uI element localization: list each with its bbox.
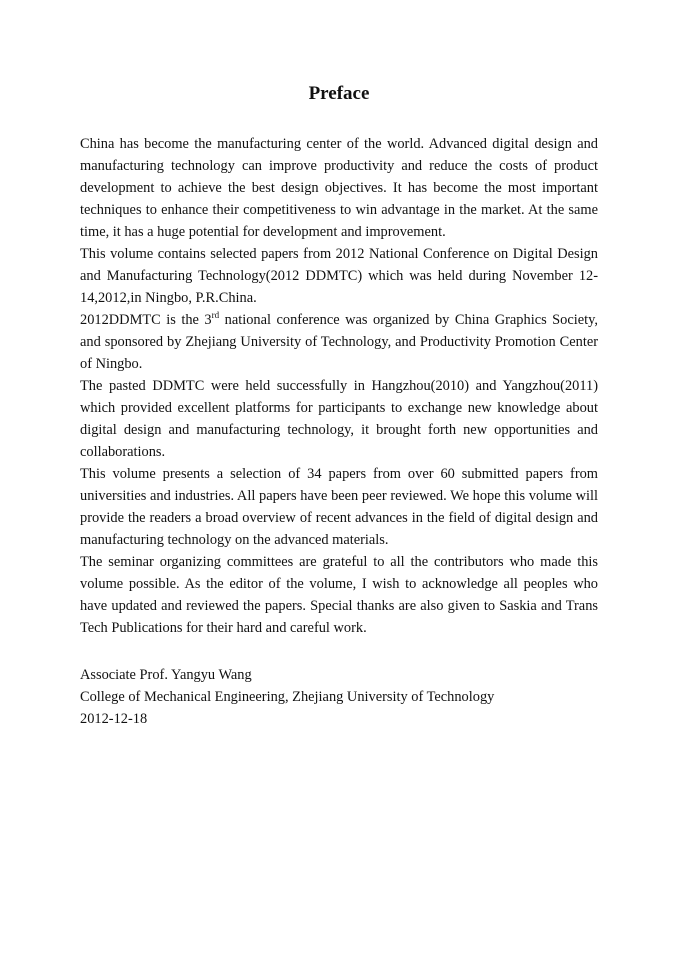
signature-block [80,664,620,730]
ordinal-superscript: rd [211,310,220,320]
paragraph-acknowledgements: The seminar organizing committees are grateful to all the contributors who made this volume possible. As the editor of the volume, I wish to acknowledge all peoples who have updated and reviewed the papers. Special thanks are also given to Saskia and Trans Tech Publications for their hard and careful work. [80,554,598,636]
preface-body [80,133,598,639]
author-name: Associate Prof. Yangyu Wang [80,667,252,683]
paragraph-selection: This volume presents a selection of 34 papers from over 60 submitted papers from universities and industries. All papers have been peer reviewed. We hope this volume will provide the readers a broad overview of recent advances in the field of digital design and manufacturing technology on the advanced materials. [80,466,598,548]
paragraph-conference-organization [80,309,598,375]
author-affiliation: College of Mechanical Engineering, Zhejiang University of Technology [80,689,495,705]
signature-date: 2012-12-18 [80,711,148,727]
paragraph-conference-text-start: 2012DDMTC is the 3 [80,312,212,328]
page-title: Preface [308,83,370,104]
paragraph-conference-text-end: national conference was organized by China Graphics Society, and sponsored by Zhejiang University of Technology, and Productivity Promotion Center of Ningbo. [80,312,599,372]
paragraph-intro: China has become the manufacturing center of the world. Advanced digital design and manufacturing technology can improve productivity and reduce the costs of product development to achieve the best design objectives. It has become the most important techniques to enhance their competitiveness to win advantage in the market. At the same time, it has a huge potential for development and improvement. [80,136,598,240]
paragraph-past-conferences: The pasted DDMTC were held successfully in Hangzhou(2010) and Yangzhou(2011) which provided excellent platforms for participants to exchange new knowledge about digital design and manufacturing technology, it brought forth new opportunities and collaborations. [80,378,598,460]
paragraph-volume-contents: This volume contains selected papers from 2012 National Conference on Digital Design and Manufacturing Technology(2012 DDMTC) which was held during November 12-14,2012,in Ningbo, P.R.China. [80,246,598,306]
